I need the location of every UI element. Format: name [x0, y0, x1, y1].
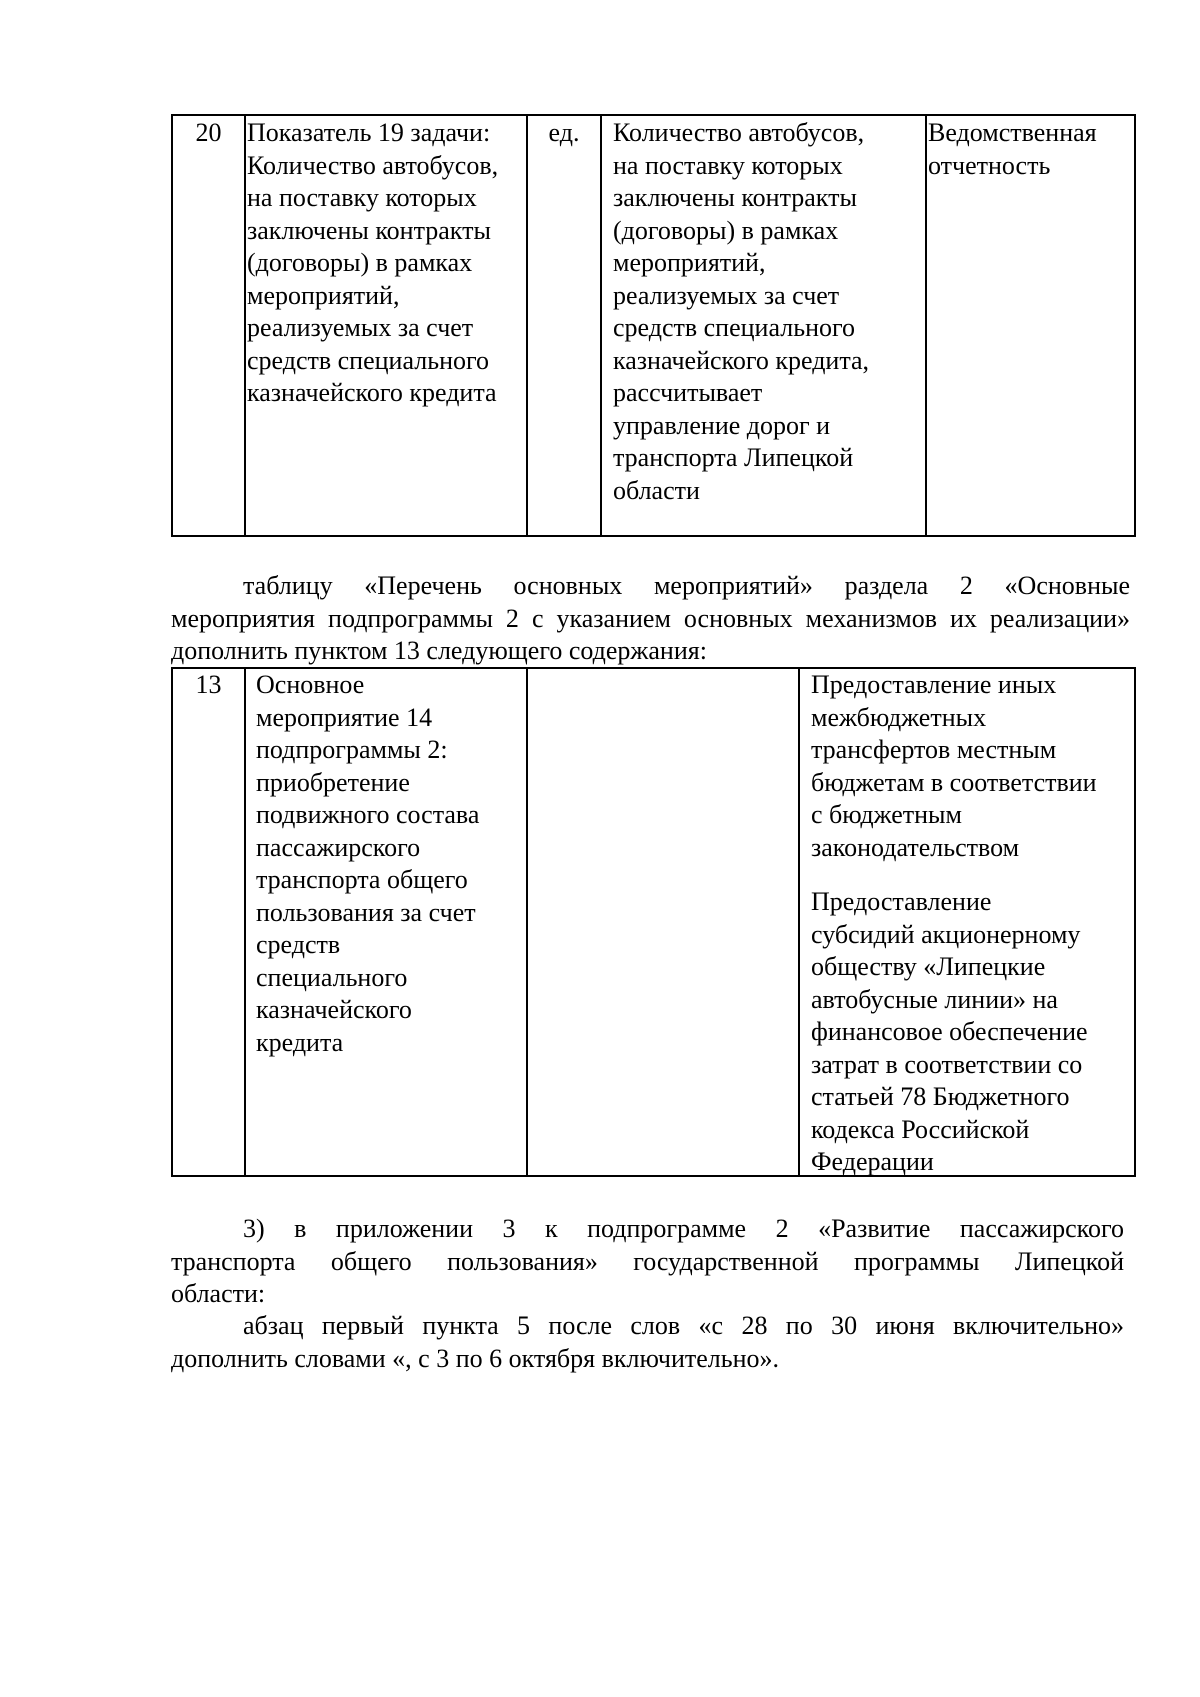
table2-cell-mechanism-1: Предоставление иных межбюджетных трансфертов местным бюджетам в соответствии с бюджетным законодательством	[811, 670, 1097, 862]
table1-border-bottom	[171, 535, 1136, 537]
paragraph1-line-2: мероприятия подпрограммы 2 с указанием основных механизмов их реализации»	[171, 603, 1130, 633]
paragraph2-line-1: 3) в приложении 3 к подпрограмме 2 «Развитие пассажирского	[243, 1214, 1124, 1243]
paragraph3-line-1: абзац первый пункта 5 после слов «с 28 по 30 июня включительно»	[243, 1311, 1124, 1340]
paragraph-appendix-3	[171, 1213, 1124, 1311]
table2-border-left	[171, 667, 173, 1177]
table1-border-top	[171, 114, 1136, 116]
table1-cell-indicator: Показатель 19 задачи: Количество автобусов, на поставку которых заключены контракты (договоры) в рамках мероприятий, реализуемых за счет средств специального казначейского кредита	[247, 118, 499, 407]
paragraph1-line-3: дополнить пунктом 13 следующего содержания:	[171, 636, 707, 665]
table1-divider-1	[244, 114, 246, 537]
table2-divider-1	[244, 667, 246, 1177]
table1-divider-3	[600, 114, 602, 537]
paragraph1-line-1: таблицу «Перечень основных мероприятий» раздела 2 «Основные	[243, 571, 1130, 600]
table1-border-right	[1134, 114, 1136, 537]
paragraph2-line-3: области:	[171, 1279, 266, 1308]
table2-cell-activity: Основное мероприятие 14 подпрограммы 2: приобретение подвижного состава пассажирского транспорта общего пользования за счет средств специального казначейского кредита	[256, 670, 480, 1057]
table1-border-left	[171, 114, 173, 537]
table1-divider-4	[925, 114, 927, 537]
table2-cell-number: 13	[195, 670, 222, 699]
paragraph3-line-2: дополнить словами «, с 3 по 6 октября включительно».	[171, 1343, 780, 1373]
table1-cell-number: 20	[195, 118, 222, 147]
paragraph-table-addition	[171, 570, 1130, 668]
table1-cell-method: Количество автобусов, на поставку которых заключены контракты (договоры) в рамках мероприятий, реализуемых за счет средств специального казначейского кредита, рассчитывает управление дорог и транспорта Липецкой области	[613, 118, 870, 505]
table2-divider-2	[526, 667, 528, 1177]
table1-divider-2	[526, 114, 528, 537]
paragraph-point-5	[171, 1310, 1124, 1375]
paragraph2-line-2: транспорта общего пользования» государственной программы Липецкой	[171, 1246, 1124, 1276]
table1-cell-unit: ед.	[548, 118, 580, 147]
table2-cell-mechanism-2: Предоставление субсидий акционерному обществу «Липецкие автобусные линии» на финансовое обеспечение затрат в соответствии со статьей 78 Бюджетного кодекса Российской Федерации	[811, 887, 1088, 1176]
table2-border-right	[1134, 667, 1136, 1177]
table1-cell-source: Ведомственная отчетность	[928, 118, 1097, 180]
table2-divider-3	[798, 667, 800, 1177]
